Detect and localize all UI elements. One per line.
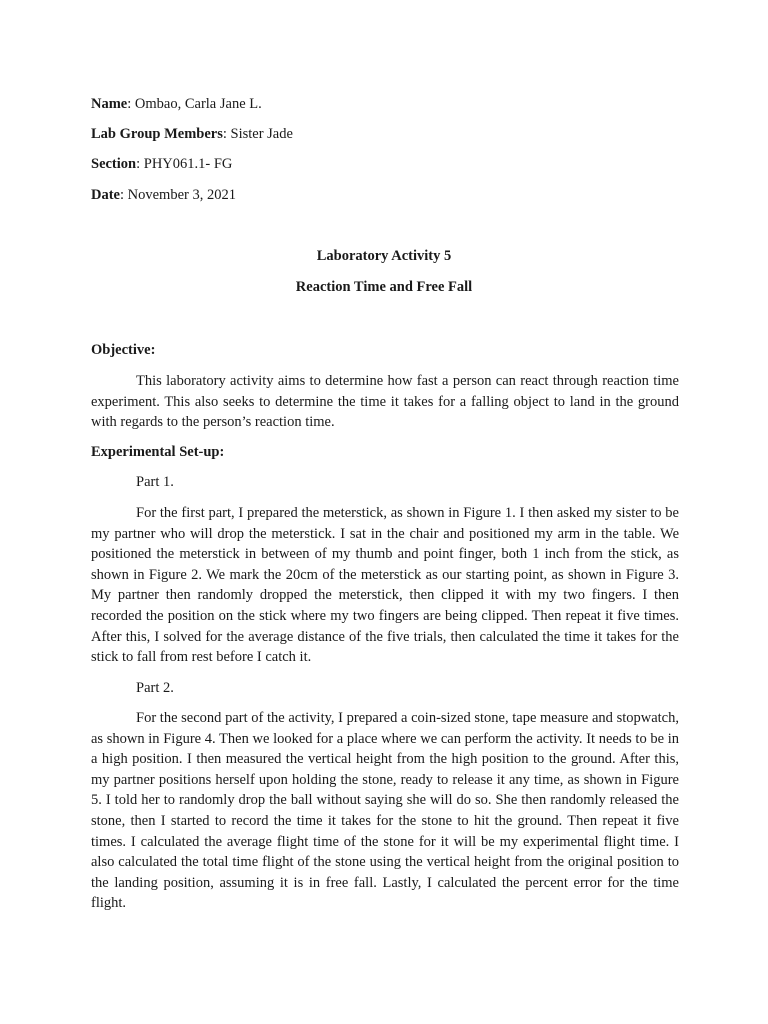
part1-paragraph: For the first part, I prepared the meterstick, as shown in Figure 1. I then asked my sister to be my partner who will drop the meterstick. I sat in the chair and positioned my arm in the table. We positioned the meterstick in between of my thumb and point finger, both 1 inch from the stick, as shown in Figure 2. We mark the 20cm of the meterstick as our starting point, as shown in Figure 3. My partner then randomly dropped the meterstick, then clipped it with my two fingers. I then recorded the position on the stick where my two fingers are being clipped. Then repeat it five times. After this, I solved for the average distance of the five trials, then calculated the time it takes for the stick to fall from rest before I catch it.	[91, 505, 679, 666]
name-value: : Ombao, Carla Jane L.	[127, 96, 262, 112]
group-members-label: Lab Group Members	[91, 126, 223, 142]
group-members-line	[91, 125, 293, 143]
name-label: Name	[91, 96, 128, 112]
setup-heading: Experimental Set-up:	[91, 444, 225, 460]
date-label: Date	[91, 187, 120, 203]
date-line	[91, 186, 236, 204]
objective-heading: Objective:	[91, 342, 156, 358]
activity-title: Laboratory Activity 5	[316, 248, 452, 264]
activity-subtitle: Reaction Time and Free Fall	[295, 279, 473, 295]
part1-label: Part 1.	[136, 474, 174, 490]
name-line	[91, 95, 262, 113]
section-line	[91, 155, 232, 173]
part2-paragraph: For the second part of the activity, I prepared a coin-sized stone, tape measure and stopwatch, as shown in Figure 4. Then we looked for a place where we can perform the activity. It needs to be in a high position. I then measured the vertical height from the high position to the ground. After this, my partner positions herself upon holding the stone, ready to release it any time, as shown in Figure 5. I told her to randomly drop the ball without saying she will do so. She then randomly released the stone, then I started to record the time it takes for the stone to hit the ground. Then repeat it five times. I calculated the average flight time of the stone for it will be my experimental flight time. I also calculated the total time flight of the stone using the vertical height from the original position to the landing position, assuming it is in free fall. Lastly, I calculated the percent error for the time flight.	[91, 710, 679, 912]
section-label: Section	[91, 156, 137, 172]
group-members-value: : Sister Jade	[222, 126, 293, 142]
date-value: : November 3, 2021	[120, 187, 236, 203]
section-value: : PHY061.1- FG	[136, 156, 233, 172]
part2-label: Part 2.	[136, 680, 174, 696]
objective-paragraph: This laboratory activity aims to determine how fast a person can react through reaction time experiment. This also seeks to determine the time it takes for a falling object to land in the ground with regards to the person’s reaction time.	[91, 373, 679, 431]
